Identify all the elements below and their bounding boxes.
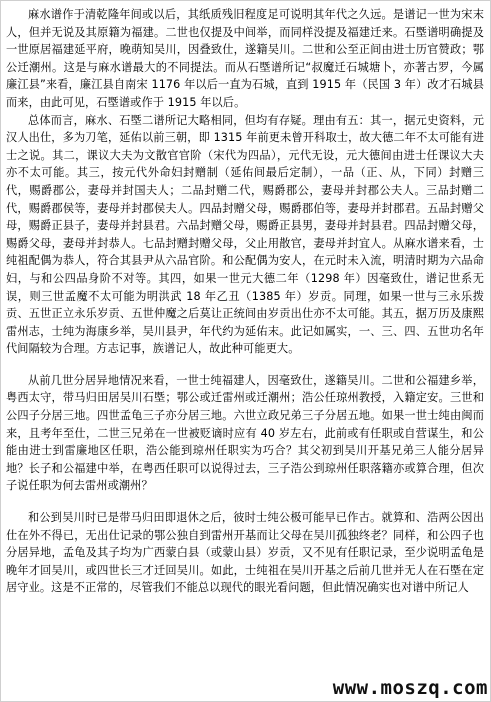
paragraph-4: 和公到吴川时已是带马归田即退休之后，彼时士纯公极可能早已作古。就算和、浩两公因出仕在外不得已，无出仕记录的鄂公独自到雷州开基而让父母在吴川孤独终老？同样，和公四子也分居异地，孟龟及其子均为广西蒙白县（或蒙山县）岁贡，又不见有任职记录，至少说明孟龟是晚年才回吴川，或四世长三才迁回吴川。如此，士纯祖在吴川开基之后前几世并无人在石塈在定居守业。这是不正常的，尽管我们不能总以现代的眼光看问题，但此情况确实也对谱中所记人: [6, 511, 484, 595]
site-watermark: www.moszq.com: [296, 677, 488, 699]
paragraph-3: 从前几世分居异地情况来看，一世士纯福建人，因毫致仕，遂籍吴川。二世和公福建乡举，粤西太守，带马归田居吴川石塈；鄂公或迁雷州或迁潮州；浩公任琼州教授，入籍定安。三世和公四子分居三地。四世孟龟三子亦分居三地。六世立政兄弟三子分居五地。如果一世士纯由闽而来，且考年至仕，二世三兄弟在一世被贬谪时应有 40 岁左右，此前或有任职或自营谋生，和公能由进士到雷廉地区任职，浩公能到琼州任职实为巧合？其父初到吴川开基兄弟三人能分居异地？长子和公福建中举，在粤西任职可以说得过去，三子浩公到琼州任职落籍亦或算合理，但次子说任职为何去雷州或潮州？: [6, 373, 484, 493]
document-body: [6, 6, 484, 597]
paragraph-2: 总体而言，麻水、石塈二谱所记大略相同，但均有存疑。理由有五：其一，据元史资料，元汉人出仕，多为刀笔，延佑以前三朝，即 1315 年前更未曾开科取士，故大德二年不太可能有进士之说。其二，课议大夫为文散官官阶（宋代为四品），元代无设，元大德间由进士任课议大夫亦不太可能。其三，按元代外命妇封赠制（延佑间最后定制），一品（正、从，下同）封赠三代，赐爵郡公，妻母并封国夫人；二品封赠二代，赐爵郡公，妻母并封郡公夫人。三品封赠二代，赐爵郡侯等，妻母并封郡侯夫人。四品封赠父母，赐爵郡伯等，妻母并封郡君。五品封赠父母，赐爵正县子，妻母并封县君。六品封赠父母，赐爵正县男，妻母并封县君。四品封赠父母，赐爵父母，妻母并封恭人。七品封赠封赠父母，父止用散官，妻母并封宜人。从麻水谱来看，士纯祖配偶为恭人，符合其县尹从六品官阶。和公配偶为安人，在元时未入流，明清时期为六品命妇，与和公四品身阶不对等。其四，如果一世元大德二年（1298 年）因毫致仕，谱记世系无误，则三世孟魔不太可能为明洪武 18 年乙丑（1385 年）岁贡。同理，如果一世与三永乐拨贡、五世正立永乐岁贡、五世仲魔之后莫让正统间由岁贡出仕亦不太可能。其五，据万历及康熙雷州志，士纯为海康乡举，吴川县尹，年代约为延佑末。此记如属实，一、三、四、五世功名年代间隔较为合理。方志记事，族谱记人，故此种可能更大。: [6, 113, 484, 356]
paragraph-gap: [6, 358, 484, 372]
paragraph-1: 麻水谱作于清乾隆年间或以后，其纸质残旧程度足可说明其年代之久远。是谱记一世为宋末人，但并无说及其原籍为福建。二世也仅提及中间举，而同样没提及福建迁来。石塈谱明确提及一世原居福建延平府，晚萌知吴川，因叠致仕，遂籍吴川。二世和公至正间由进士历官赞政；鄂公迁潮州。这是与麻水谱最大的不同提法。而从石塈谱所记“叔魔迁石城塘卜，亦著古罗，今属廉江县”来看，廉江县自南宋 1176 年以后一直为石城，直到 1915 年（民国 3 年）改才石城县而来，由此可见，石塈谱或作于 1915 年以后。: [6, 8, 484, 109]
paragraph-gap: [6, 495, 484, 509]
